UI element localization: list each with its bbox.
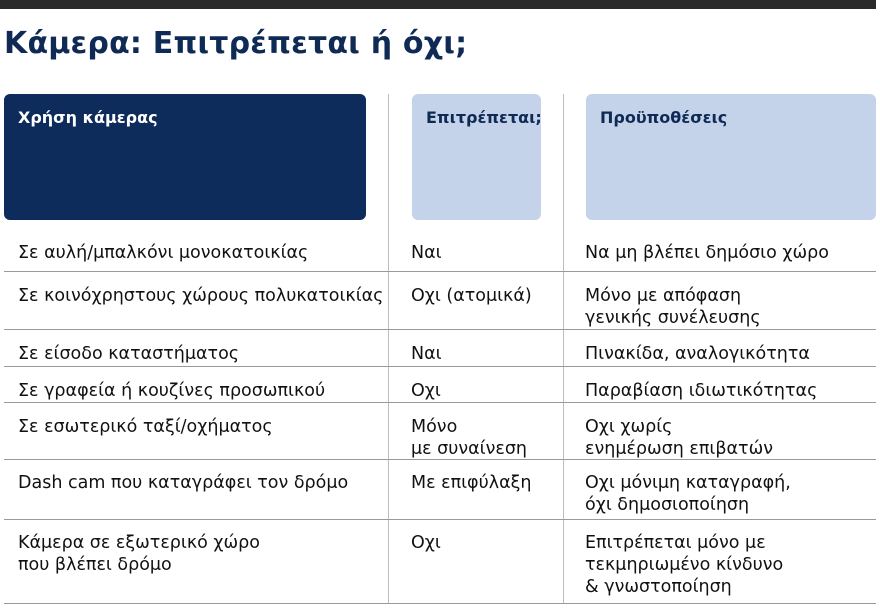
table-row: [0, 406, 880, 460]
cell-allowed: [411, 242, 442, 264]
cell-line: γενικής συνέλευσης: [585, 308, 761, 328]
cell-line: Ναι: [411, 243, 442, 263]
cell-use: [18, 285, 383, 307]
cell-line: Σε είσοδο καταστήματος: [18, 344, 240, 364]
cell-conditions: [585, 285, 761, 329]
cell-line: Με επιφύλαξη: [411, 473, 532, 493]
header-use: Χρήση κάμερας: [4, 94, 366, 220]
cell-conditions: [585, 416, 773, 460]
table-row: [0, 370, 880, 403]
cell-line: Σε γραφεία ή κουζίνες προσωπικού: [18, 381, 326, 401]
cell-line: όχι δημοσιοποίηση: [585, 495, 750, 515]
cell-use: [18, 380, 325, 402]
row-separator: [4, 329, 876, 330]
cell-line: Οχι χωρίς: [585, 417, 673, 437]
row-separator: [4, 366, 876, 367]
top-rule: [0, 0, 876, 9]
cell-line: Οχι (ατομικά): [411, 286, 532, 306]
cell-allowed: [411, 416, 527, 460]
table-bottom-rule: [4, 603, 876, 604]
cell-line: Κάμερα σε εξωτερικό χώρο: [18, 533, 260, 553]
cell-conditions: [585, 380, 817, 402]
cell-use: [18, 242, 308, 264]
cell-line: Ναι: [411, 344, 442, 364]
cell-conditions: [585, 242, 829, 264]
cell-line: Πινακίδα, αναλογικότητα: [585, 344, 810, 364]
cell-allowed: [411, 532, 441, 554]
cell-line: Οχι μόνιμη καταγραφή,: [585, 473, 791, 493]
cell-line: με συναίνεση: [411, 439, 528, 459]
cell-line: Σε κοινόχρηστους χώρους πολυκατοικίας: [18, 286, 384, 306]
cell-use: [18, 472, 348, 494]
cell-conditions: [585, 532, 783, 598]
cell-allowed: [411, 472, 531, 494]
cell-use: [18, 416, 273, 438]
cell-line: Να μη βλέπει δημόσιο χώρο: [585, 243, 829, 263]
cell-line: Σε αυλή/μπαλκόνι μονοκατοικίας: [18, 243, 309, 263]
cell-line: Μόνο: [411, 417, 458, 437]
header-conditions: Προϋποθέσεις: [586, 94, 876, 220]
cell-line: Οχι: [411, 533, 441, 553]
cell-line: Μόνο με απόφαση: [585, 286, 742, 306]
cell-line: που βλέπει δρόμο: [18, 555, 172, 575]
row-separator: [4, 271, 876, 272]
cell-allowed: [411, 285, 532, 307]
header-allowed: Επιτρέπεται;: [412, 94, 541, 220]
table-row: [0, 462, 880, 520]
cell-conditions: [585, 472, 791, 516]
cell-use: [18, 343, 239, 365]
cell-line: Dash cam που καταγράφει τον δρόμο: [18, 473, 349, 493]
row-separator: [4, 519, 876, 520]
cell-allowed: [411, 343, 442, 365]
table-row: [0, 275, 880, 330]
cell-line: ενημέρωση επιβατών: [585, 439, 774, 459]
cell-allowed: [411, 380, 441, 402]
cell-line: τεκμηριωμένο κίνδυνο: [585, 555, 784, 575]
cell-line: Επιτρέπεται μόνο με: [585, 533, 766, 553]
cell-use: [18, 532, 260, 576]
table-row: [0, 333, 880, 367]
row-separator: [4, 459, 876, 460]
cell-line: Οχι: [411, 381, 441, 401]
cell-line: & γνωστοποίηση: [585, 577, 732, 597]
cell-line: Παραβίαση ιδιωτικότητας: [585, 381, 818, 401]
page-title: Κάμερα: Επιτρέπεται ή όχι;: [4, 26, 468, 61]
table-row: [0, 232, 880, 272]
cell-conditions: [585, 343, 810, 365]
table-row: [0, 522, 880, 603]
cell-line: Σε εσωτερικό ταξί/οχήματος: [18, 417, 273, 437]
row-separator: [4, 402, 876, 403]
